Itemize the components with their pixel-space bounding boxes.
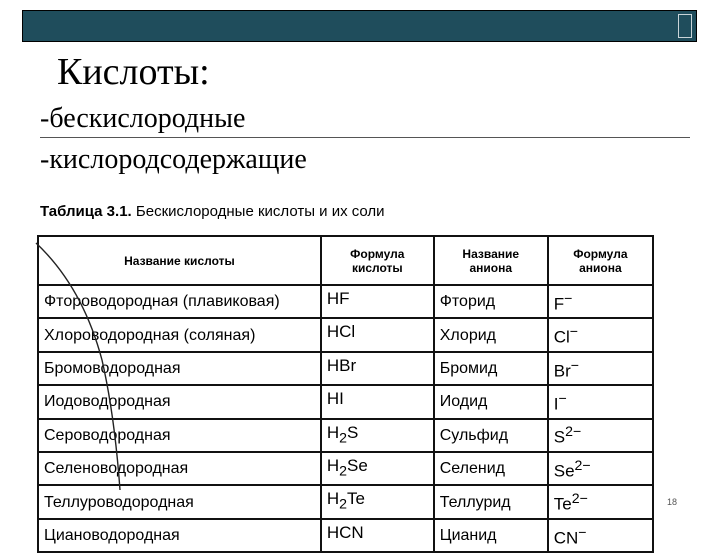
acid-formula: $H_2S$ — [321, 419, 434, 452]
anion-name: Теллурид — [434, 485, 548, 518]
anion-formula: CN− — [548, 519, 653, 552]
acid-name: Хлороводородная (соляная) — [38, 318, 321, 351]
page-number: 18 — [667, 497, 678, 507]
anion-name: Селенид — [434, 452, 548, 485]
anion-name: Сульфид — [434, 419, 548, 452]
anion-formula: F− — [548, 285, 653, 318]
acid-formula: HI — [321, 385, 434, 418]
acid-name: Иодоводородная — [38, 385, 321, 418]
divider — [40, 137, 690, 138]
acid-formula: HBr — [321, 352, 434, 385]
table-caption — [40, 203, 385, 220]
acid-formula: HCN — [321, 519, 434, 552]
list-item-oxygen-free: -бескислородные — [40, 103, 246, 134]
anion-name: Цианид — [434, 519, 548, 552]
anion-name: Бромид — [434, 352, 548, 385]
acid-name: Циановодородная — [38, 519, 321, 552]
table-row — [38, 519, 653, 552]
slide-title: Кислоты: — [57, 51, 210, 93]
title-bar — [22, 10, 697, 42]
acid-name: Селеноводородная — [38, 452, 321, 485]
anion-formula: $S^{2-}$ — [548, 419, 653, 452]
acid-name: Бромоводородная — [38, 352, 321, 385]
acid-formula: HF — [321, 285, 434, 318]
header-acid-name: Название кислоты — [38, 236, 321, 285]
acid-formula: $H_2Te$ — [321, 485, 434, 518]
acid-name: Теллуроводородная — [38, 485, 321, 518]
acid-formula: HCl — [321, 318, 434, 351]
header-anion-name: Название аниона — [434, 236, 548, 285]
pen-stroke — [30, 235, 150, 495]
anion-name: Хлорид — [434, 318, 548, 351]
anion-formula: Br− — [548, 352, 653, 385]
anion-name: Иодид — [434, 385, 548, 418]
acid-formula: $H_2Se$ — [321, 452, 434, 485]
caption-text: Бескислородные кислоты и их соли — [135, 203, 385, 220]
anion-name: Фторид — [434, 285, 548, 318]
anion-formula: $Te^{2-}$ — [548, 485, 653, 518]
anion-formula: I− — [548, 385, 653, 418]
header-acid-formula: Формула кислоты — [321, 236, 434, 285]
anion-formula: Cl− — [548, 318, 653, 351]
caption-label: Таблица 3.1. — [40, 203, 132, 220]
header-anion-formula: Формула аниона — [548, 236, 653, 285]
acid-name: Фтороводородная (плавиковая) — [38, 285, 321, 318]
corner-box — [678, 14, 692, 38]
list-item-oxygen-containing: -кислородсодержащие — [40, 144, 307, 175]
anion-formula: $Se^{2-}$ — [548, 452, 653, 485]
acid-name: Сероводородная — [38, 419, 321, 452]
